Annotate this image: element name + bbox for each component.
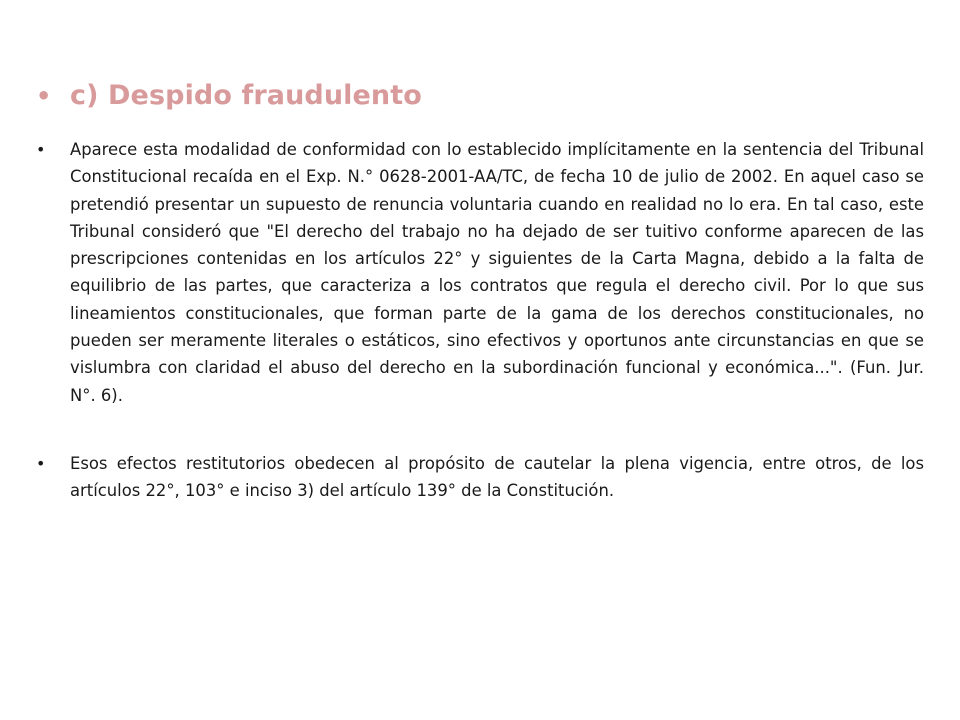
paragraph-2 [36,450,924,505]
slide-title: c) Despido fraudulento [70,80,422,111]
bullet-icon: • [36,454,46,473]
title-bullet-icon: • [36,82,52,110]
slide-title-row [36,80,916,111]
paragraph-1-text: Aparece esta modalidad de conformidad con lo establecido implícitamente en la sentencia del Tribunal Constitucional recaída en el Exp. N.° 0628-2001-AA/TC, de fecha 10 de julio de 2002. En aquel caso se pretendió presentar un supuesto de renuncia voluntaria cuando en realidad no lo era. En tal caso, este Tribunal consideró que "El derecho del trabajo no ha dejado de ser tuitivo conforme aparecen de las prescripciones contenidas en los artículos 22° y siguientes de la Carta Magna, debido a la falta de equilibrio de las partes, que caracteriza a los contratos que regula el derecho civil. Por lo que sus lineamientos constitucionales, que forman parte de la gama de los derechos constitucionales, no pueden ser meramente literales o estáticos, sino efectivos y oportunos ante circunstancias en que se vislumbra con claridad el abuso del derecho en la subordinación funcional y económica...". (Fun. Jur. N°. 6). [70,140,924,405]
paragraph-1 [36,136,924,409]
paragraph-2-text: Esos efectos restitutorios obedecen al propósito de cautelar la plena vigencia, entre otros, de los artículos 22°, 103° e inciso 3) del artículo 139° de la Constitución. [70,454,924,501]
bullet-icon: • [36,140,46,159]
